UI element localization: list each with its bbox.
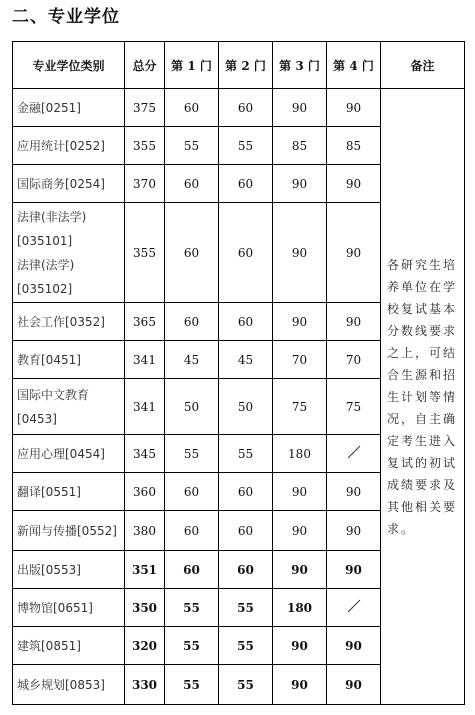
subject-score-cell: 45 (219, 341, 273, 379)
subject-score-cell: 90 (273, 665, 327, 705)
total-score-cell: 330 (125, 665, 165, 705)
total-score-cell: 341 (125, 341, 165, 379)
header-subject-2: 第 2 门 (219, 42, 273, 89)
subject-score-cell: 85 (327, 127, 381, 165)
subject-score-cell: 60 (219, 165, 273, 203)
degree-category-cell: 社会工作[0352] (13, 303, 125, 341)
degree-category-cell: 新闻与传播[0552] (13, 511, 125, 551)
header-total: 总分 (125, 42, 165, 89)
subject-score-cell: 90 (273, 627, 327, 665)
subject-score-cell: 60 (165, 511, 219, 551)
degree-category-line: [0453] (17, 411, 57, 426)
degree-category-line: 法律(法学) (17, 257, 75, 272)
total-score-cell: 345 (125, 435, 165, 473)
subject-score-cell: 75 (273, 379, 327, 435)
subject-score-cell: 55 (219, 127, 273, 165)
subject-score-cell: 60 (219, 511, 273, 551)
subject-score-cell: 90 (327, 627, 381, 665)
subject-score-cell: 60 (165, 89, 219, 127)
subject-score-cell: 90 (273, 473, 327, 511)
degree-category-cell (13, 203, 125, 303)
subject-score-cell: 90 (273, 89, 327, 127)
subject-score-cell: 90 (273, 165, 327, 203)
subject-score-cell (327, 589, 381, 627)
subject-score-cell: 50 (219, 379, 273, 435)
total-score-cell: 375 (125, 89, 165, 127)
section-title: 二、专业学位 (12, 7, 120, 27)
subject-score-cell: 55 (219, 627, 273, 665)
degree-category-cell: 应用统计[0252] (13, 127, 125, 165)
total-score-cell: 365 (125, 303, 165, 341)
total-score-cell: 360 (125, 473, 165, 511)
subject-score-cell (327, 435, 381, 473)
subject-score-cell: 60 (219, 551, 273, 589)
total-score-cell: 320 (125, 627, 165, 665)
total-score-cell: 380 (125, 511, 165, 551)
header-subject-3: 第 3 门 (273, 42, 327, 89)
subject-score-cell: 90 (327, 665, 381, 705)
subject-score-cell: 55 (165, 127, 219, 165)
subject-score-cell: 60 (219, 303, 273, 341)
subject-score-cell: 50 (165, 379, 219, 435)
header-subject-4: 第 4 门 (327, 42, 381, 89)
header-note: 备注 (381, 42, 465, 89)
total-score-cell: 370 (125, 165, 165, 203)
total-score-cell: 341 (125, 379, 165, 435)
subject-score-cell: 60 (219, 473, 273, 511)
degree-category-cell: 城乡规划[0853] (13, 665, 125, 705)
score-table (12, 41, 465, 705)
degree-category-cell: 国际商务[0254] (13, 165, 125, 203)
degree-category-cell: 出版[0553] (13, 551, 125, 589)
degree-category-cell: 翻译[0551] (13, 473, 125, 511)
subject-score-cell: 60 (219, 203, 273, 303)
subject-score-cell: 90 (273, 203, 327, 303)
degree-category-line: 法律(非法学) (17, 209, 87, 224)
subject-score-cell: 55 (165, 665, 219, 705)
subject-score-cell: 90 (327, 203, 381, 303)
degree-category-cell: 教育[0451] (13, 341, 125, 379)
degree-category-line: 国际中文教育 (17, 387, 90, 402)
total-score-cell: 351 (125, 551, 165, 589)
subject-score-cell: 55 (219, 435, 273, 473)
subject-score-cell: 90 (327, 89, 381, 127)
subject-score-cell: 85 (273, 127, 327, 165)
total-score-cell: 355 (125, 203, 165, 303)
not-applicable-slash (346, 444, 362, 460)
subject-score-cell: 55 (219, 589, 273, 627)
subject-score-cell: 55 (165, 627, 219, 665)
subject-score-cell: 90 (327, 551, 381, 589)
subject-score-cell: 55 (219, 665, 273, 705)
subject-score-cell: 90 (273, 511, 327, 551)
subject-score-cell: 90 (327, 165, 381, 203)
subject-score-cell: 70 (327, 341, 381, 379)
total-score-cell: 355 (125, 127, 165, 165)
subject-score-cell: 45 (165, 341, 219, 379)
subject-score-cell: 60 (165, 473, 219, 511)
header-row (13, 42, 465, 89)
subject-score-cell: 60 (165, 303, 219, 341)
total-score-cell: 350 (125, 589, 165, 627)
subject-score-cell: 180 (273, 589, 327, 627)
subject-score-cell: 55 (165, 589, 219, 627)
subject-score-cell: 60 (165, 203, 219, 303)
degree-category-line: [035101] (17, 233, 73, 248)
degree-category-line: [035102] (17, 281, 73, 296)
not-applicable-slash (346, 598, 362, 614)
subject-score-cell: 90 (327, 511, 381, 551)
subject-score-cell: 90 (327, 303, 381, 341)
degree-category-cell: 博物馆[0651] (13, 589, 125, 627)
remarks-cell: 各研究生培养单位在学校复试基本分数线要求之上，可结合生源和招生计划等情况，自主确定考生进入复试的初试成绩要求及其他相关要求。 (381, 89, 465, 705)
subject-score-cell: 90 (273, 303, 327, 341)
header-subject-1: 第 1 门 (165, 42, 219, 89)
subject-score-cell: 60 (165, 551, 219, 589)
subject-score-cell: 90 (327, 473, 381, 511)
subject-score-cell: 55 (165, 435, 219, 473)
degree-category-cell: 建筑[0851] (13, 627, 125, 665)
degree-category-cell (13, 379, 125, 435)
subject-score-cell: 60 (219, 89, 273, 127)
header-category: 专业学位类别 (13, 42, 125, 89)
subject-score-cell: 60 (165, 165, 219, 203)
subject-score-cell: 70 (273, 341, 327, 379)
subject-score-cell: 90 (273, 551, 327, 589)
degree-category-cell: 应用心理[0454] (13, 435, 125, 473)
subject-score-cell: 180 (273, 435, 327, 473)
subject-score-cell: 75 (327, 379, 381, 435)
table-row (13, 89, 465, 127)
degree-category-cell: 金融[0251] (13, 89, 125, 127)
